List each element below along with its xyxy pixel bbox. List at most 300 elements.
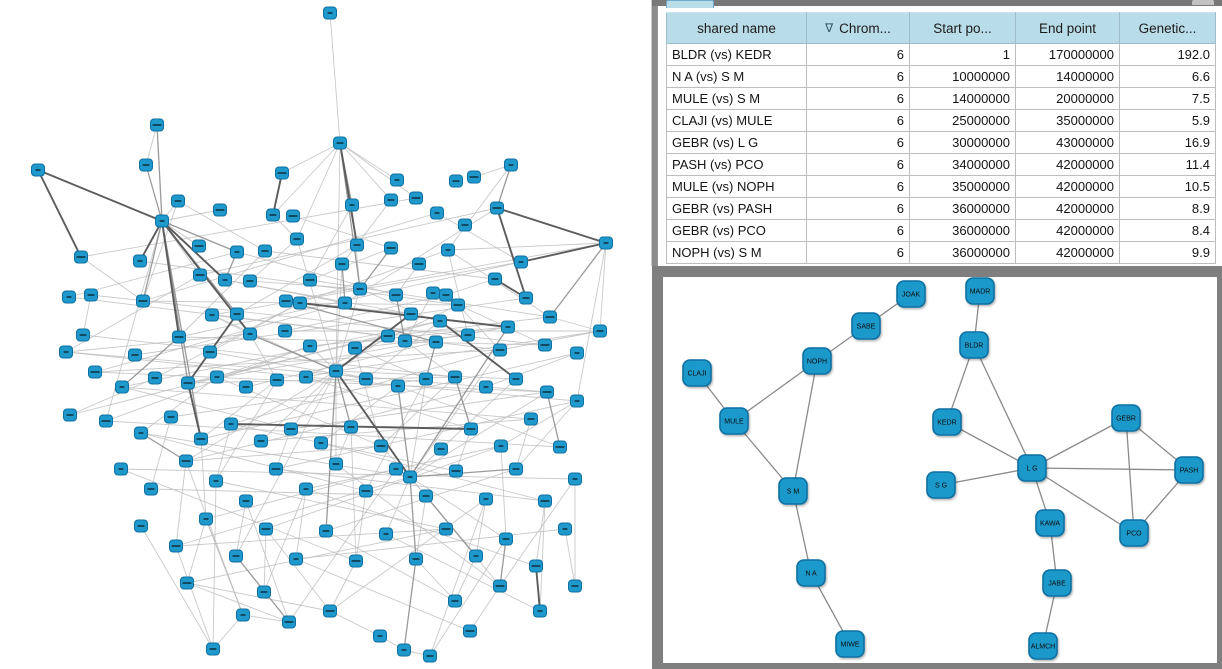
- node-label-smudge: [597, 330, 604, 332]
- network-edge[interactable]: [176, 546, 213, 649]
- node-label-smudge: [289, 215, 298, 217]
- node-label-smudge: [175, 200, 182, 202]
- subnetwork-node-label: KEDR: [937, 419, 957, 427]
- node-label-smudge: [451, 376, 460, 378]
- table-cell: 5.9: [1120, 110, 1216, 132]
- table-cell: 42000000: [1016, 198, 1120, 220]
- column-header-1[interactable]: ∇ Chrom...: [807, 13, 910, 44]
- subnetwork-node-madr[interactable]: [966, 278, 994, 304]
- table-row[interactable]: [667, 66, 1216, 88]
- subnetwork-node-label: L G: [1026, 465, 1038, 473]
- node-label-smudge: [88, 294, 95, 296]
- table-cell: 16.9: [1120, 132, 1216, 154]
- table-cell: 34000000: [910, 154, 1016, 176]
- subnetwork-edge[interactable]: [1126, 418, 1134, 533]
- subnetwork-edge[interactable]: [1032, 468, 1189, 470]
- table-cell: 6: [807, 88, 910, 110]
- network-edge[interactable]: [516, 401, 577, 469]
- subnetwork-node-sabe[interactable]: [852, 313, 880, 339]
- network-edge[interactable]: [547, 392, 560, 447]
- node-label-smudge: [243, 386, 250, 388]
- table-cell: 30000000: [910, 132, 1016, 154]
- network-edge[interactable]: [330, 561, 356, 611]
- node-label-smudge: [204, 518, 209, 520]
- table-cell: 6: [807, 110, 910, 132]
- network-edge[interactable]: [577, 243, 606, 401]
- node-label-smudge: [328, 12, 333, 14]
- network-edge[interactable]: [330, 611, 380, 636]
- node-label-smudge: [241, 614, 246, 616]
- table-row[interactable]: [667, 132, 1216, 154]
- subnetwork-edge[interactable]: [793, 361, 817, 491]
- node-label-smudge: [575, 352, 580, 354]
- node-label-smudge: [493, 207, 502, 209]
- node-label-smudge: [184, 382, 193, 384]
- network-edge[interactable]: [430, 499, 486, 656]
- network-edge[interactable]: [340, 143, 416, 198]
- subnetwork-node-label: NOPH: [806, 358, 828, 366]
- node-label-smudge: [354, 244, 361, 246]
- table-cell: CLAJI (vs) MULE: [667, 110, 807, 132]
- subnetwork-node-bldr[interactable]: [960, 332, 988, 358]
- subnetwork-node-label: MULE: [724, 418, 744, 426]
- node-label-smudge: [352, 560, 361, 562]
- subnetwork-node-jabe[interactable]: [1043, 570, 1071, 596]
- node-label-smudge: [509, 164, 514, 166]
- node-label-smudge: [519, 261, 524, 263]
- column-header-4[interactable]: Genetic...: [1120, 13, 1216, 44]
- node-label-smudge: [215, 376, 220, 378]
- subnetwork-node-kedr[interactable]: [933, 409, 961, 435]
- node-label-smudge: [492, 278, 499, 280]
- network-edge[interactable]: [296, 529, 565, 559]
- node-label-smudge: [278, 172, 287, 174]
- node-label-smudge: [474, 555, 479, 557]
- node-label-smudge: [392, 294, 401, 296]
- network-edge[interactable]: [550, 317, 600, 331]
- subnetwork-node-noph[interactable]: [803, 348, 831, 374]
- node-label-smudge: [235, 251, 240, 253]
- subnetwork-node-pash[interactable]: [1175, 457, 1203, 483]
- table-row[interactable]: [667, 110, 1216, 132]
- node-label-smudge: [387, 247, 396, 249]
- node-label-smudge: [362, 378, 371, 380]
- network-edge[interactable]: [430, 539, 506, 656]
- subnetwork-node-label: PCO: [1126, 530, 1142, 538]
- node-label-smudge: [413, 558, 420, 560]
- node-label-smudge: [556, 446, 565, 448]
- table-cell: MULE (vs) S M: [667, 88, 807, 110]
- node-label-smudge: [119, 468, 124, 470]
- edge-attribute-table[interactable]: [666, 12, 1216, 264]
- network-edge[interactable]: [266, 529, 330, 611]
- node-label-smudge: [319, 442, 324, 444]
- node-label-smudge: [234, 313, 241, 315]
- network-edge[interactable]: [345, 208, 497, 303]
- subnetwork-node-label: MIWE: [840, 641, 860, 649]
- subnetwork-node-s-g[interactable]: [927, 472, 955, 498]
- node-label-smudge: [384, 533, 389, 535]
- node-label-smudge: [466, 630, 475, 632]
- subnetwork-panel: [652, 266, 1222, 669]
- node-label-smudge: [120, 386, 125, 388]
- node-label-smudge: [282, 330, 289, 332]
- node-label-smudge: [247, 280, 254, 282]
- table-cell: BLDR (vs) KEDR: [667, 44, 807, 66]
- node-label-smudge: [503, 538, 510, 540]
- table-cell: 35000000: [910, 176, 1016, 198]
- node-label-smudge: [323, 530, 330, 532]
- node-label-smudge: [91, 371, 100, 373]
- network-edge[interactable]: [446, 279, 495, 295]
- network-edge[interactable]: [282, 143, 340, 173]
- network-edge[interactable]: [250, 334, 277, 380]
- node-label-smudge: [415, 263, 424, 265]
- table-cell: 7.5: [1120, 88, 1216, 110]
- node-label-smudge: [484, 386, 489, 388]
- network-edge[interactable]: [91, 295, 545, 345]
- node-label-smudge: [528, 418, 535, 420]
- node-label-smudge: [435, 212, 440, 214]
- subnetwork-edge[interactable]: [974, 345, 1032, 468]
- network-edge[interactable]: [38, 170, 81, 257]
- node-label-smudge: [258, 440, 265, 442]
- network-edge[interactable]: [330, 13, 340, 143]
- network-edge[interactable]: [286, 301, 436, 342]
- network-edge[interactable]: [141, 377, 217, 433]
- table-corner-tab: [1192, 0, 1214, 5]
- node-label-smudge: [453, 180, 460, 182]
- node-label-smudge: [465, 334, 472, 336]
- node-label-smudge: [499, 445, 504, 447]
- node-label-smudge: [80, 334, 87, 336]
- table-cell: 6: [807, 220, 910, 242]
- node-label-smudge: [77, 256, 86, 258]
- node-label-smudge: [153, 124, 162, 126]
- node-label-smudge: [262, 250, 269, 252]
- node-label-smudge: [197, 438, 206, 440]
- node-label-smudge: [396, 385, 401, 387]
- network-edge[interactable]: [151, 417, 171, 489]
- right-column: [652, 0, 1222, 669]
- network-edge[interactable]: [340, 143, 357, 245]
- node-label-smudge: [384, 335, 393, 337]
- network-edge[interactable]: [264, 529, 266, 592]
- node-label-smudge: [348, 426, 355, 428]
- node-label-smudge: [431, 292, 436, 294]
- node-label-smudge: [298, 302, 303, 304]
- node-label-smudge: [513, 468, 520, 470]
- subnetwork-node-joak[interactable]: [897, 281, 925, 307]
- node-label-smudge: [563, 528, 568, 530]
- table-cell: GEBR (vs) PASH: [667, 198, 807, 220]
- table-cell: 1: [910, 44, 1016, 66]
- table-row[interactable]: [667, 176, 1216, 198]
- network-edge[interactable]: [121, 469, 356, 561]
- node-label-smudge: [183, 582, 192, 584]
- node-label-smudge: [196, 274, 205, 276]
- node-label-smudge: [484, 498, 489, 500]
- table-cell: 6.6: [1120, 66, 1216, 88]
- subnetwork-node-kawa[interactable]: [1036, 510, 1064, 536]
- node-label-smudge: [182, 460, 191, 462]
- node-label-smudge: [233, 555, 240, 557]
- node-label-smudge: [541, 344, 550, 346]
- node-label-smudge: [604, 242, 609, 244]
- network-edge[interactable]: [188, 383, 201, 439]
- filter-icon[interactable]: ∇: [825, 20, 834, 35]
- node-label-smudge: [282, 300, 291, 302]
- network-edge[interactable]: [250, 239, 297, 281]
- node-label-smudge: [423, 495, 430, 497]
- table-cell: N A (vs) S M: [667, 66, 807, 88]
- network-edge[interactable]: [441, 379, 516, 449]
- table-cell: NOPH (vs) S M: [667, 242, 807, 264]
- table-row[interactable]: [667, 242, 1216, 264]
- subnetwork-node-pco[interactable]: [1120, 520, 1148, 546]
- node-label-smudge: [438, 320, 443, 322]
- node-label-smudge: [210, 648, 217, 650]
- subnetwork-node-gebr[interactable]: [1112, 405, 1140, 431]
- network-edge[interactable]: [536, 566, 540, 611]
- subnetwork-node-miwe[interactable]: [836, 631, 864, 657]
- table-row[interactable]: [667, 154, 1216, 176]
- subnetwork-node-mule[interactable]: [720, 408, 748, 434]
- network-edge[interactable]: [497, 208, 526, 298]
- node-label-smudge: [287, 428, 296, 430]
- subnetwork-node-l-g[interactable]: [1018, 455, 1046, 481]
- network-edge[interactable]: [162, 210, 220, 221]
- node-label-smudge: [446, 249, 451, 251]
- node-label-smudge: [333, 370, 340, 372]
- table-cell: 6: [807, 44, 910, 66]
- table-row[interactable]: [667, 88, 1216, 110]
- node-label-smudge: [168, 416, 175, 418]
- node-label-smudge: [467, 428, 476, 430]
- node-label-smudge: [102, 420, 111, 422]
- network-edge[interactable]: [151, 489, 426, 496]
- node-label-smudge: [470, 176, 479, 178]
- subnetwork-node-label: KAWA: [1039, 520, 1061, 528]
- subnetwork-canvas[interactable]: [663, 277, 1217, 663]
- node-label-smudge: [248, 333, 253, 335]
- node-label-smudge: [216, 209, 225, 211]
- node-label-smudge: [362, 490, 371, 492]
- network-edge[interactable]: [516, 419, 531, 469]
- node-label-smudge: [214, 480, 219, 482]
- node-label-smudge: [195, 245, 204, 247]
- network-edge[interactable]: [231, 424, 456, 471]
- table-cell: 42000000: [1016, 220, 1120, 242]
- network-edge[interactable]: [162, 221, 201, 439]
- network-edge[interactable]: [326, 371, 336, 531]
- node-label-smudge: [523, 297, 530, 299]
- node-label-smudge: [357, 288, 364, 290]
- network-edge[interactable]: [497, 208, 606, 243]
- node-label-smudge: [452, 600, 459, 602]
- node-label-smudge: [423, 378, 430, 380]
- table-cell: 8.4: [1120, 220, 1216, 242]
- node-label-smudge: [139, 432, 144, 434]
- table-header-row: [667, 13, 1216, 44]
- subnetwork-node-label: JOAK: [901, 291, 921, 299]
- subnetwork-node-label: GEBR: [1116, 415, 1136, 423]
- node-label-smudge: [350, 204, 355, 206]
- subnetwork-node-label: BLDR: [964, 342, 984, 350]
- node-label-smudge: [427, 655, 434, 657]
- node-label-smudge: [67, 296, 72, 298]
- node-label-smudge: [394, 468, 399, 470]
- table-cell: 6: [807, 198, 910, 220]
- table-cell: 35000000: [1016, 110, 1120, 132]
- table-cell: 192.0: [1120, 44, 1216, 66]
- node-label-smudge: [148, 488, 155, 490]
- network-edge[interactable]: [470, 586, 500, 631]
- node-label-smudge: [575, 400, 580, 402]
- node-label-smudge: [262, 528, 271, 530]
- network-edge[interactable]: [600, 243, 606, 331]
- node-label-smudge: [412, 197, 421, 199]
- network-edge[interactable]: [455, 556, 476, 601]
- node-label-smudge: [462, 224, 469, 226]
- node-label-smudge: [339, 263, 346, 265]
- subnetwork-node-claji[interactable]: [683, 360, 711, 386]
- network-edge[interactable]: [38, 170, 162, 221]
- node-label-smudge: [273, 379, 282, 381]
- node-label-smudge: [160, 220, 165, 222]
- node-label-smudge: [206, 351, 215, 353]
- title-strip: [652, 0, 1222, 6]
- table-cell: 10.5: [1120, 176, 1216, 198]
- node-label-smudge: [337, 142, 344, 144]
- subnetwork-node-label: S M: [786, 488, 800, 496]
- node-label-smudge: [36, 169, 41, 171]
- subnetwork-node-label: ALMCH: [1030, 643, 1056, 651]
- table-cell: 10000000: [910, 66, 1016, 88]
- table-cell: 36000000: [910, 198, 1016, 220]
- node-label-smudge: [541, 500, 550, 502]
- node-label-smudge: [377, 445, 386, 447]
- node-label-smudge: [402, 649, 407, 651]
- table-cell: GEBR (vs) L G: [667, 132, 807, 154]
- table-cell: 36000000: [910, 242, 1016, 264]
- table-row[interactable]: [667, 44, 1216, 66]
- node-label-smudge: [326, 610, 335, 612]
- network-edge[interactable]: [176, 461, 186, 546]
- node-label-smudge: [172, 545, 181, 547]
- node-label-smudge: [407, 313, 416, 315]
- column-header-0[interactable]: shared name: [667, 13, 807, 44]
- node-label-smudge: [452, 470, 461, 472]
- column-header-2[interactable]: Start po...: [910, 13, 1016, 44]
- table-cell: 6: [807, 132, 910, 154]
- node-label-smudge: [506, 326, 511, 328]
- node-label-smudge: [572, 585, 579, 587]
- node-label-smudge: [438, 448, 445, 450]
- network-edge[interactable]: [486, 353, 577, 387]
- network-edge[interactable]: [386, 534, 540, 611]
- table-cell: 6: [807, 242, 910, 264]
- node-label-smudge: [308, 345, 313, 347]
- subnetwork-node-label: N A: [805, 570, 817, 578]
- table-row[interactable]: [667, 220, 1216, 242]
- table-cell: 6: [807, 66, 910, 88]
- node-label-smudge: [138, 260, 143, 262]
- node-label-smudge: [210, 314, 215, 316]
- node-label-smudge: [285, 621, 294, 623]
- table-cell: 170000000: [1016, 44, 1120, 66]
- table-cell: 9.9: [1120, 242, 1216, 264]
- network-edge[interactable]: [565, 529, 575, 586]
- node-label-smudge: [513, 378, 520, 380]
- network-edge[interactable]: [187, 519, 206, 583]
- table-cell: 8.9: [1120, 198, 1216, 220]
- subnetwork-node-s-m[interactable]: [779, 478, 807, 504]
- node-label-smudge: [538, 610, 543, 612]
- subnetwork-node-almch[interactable]: [1029, 633, 1057, 659]
- node-label-smudge: [403, 340, 408, 342]
- table-cell: MULE (vs) NOPH: [667, 176, 807, 198]
- network-edge[interactable]: [176, 477, 410, 546]
- node-label-smudge: [304, 488, 309, 490]
- table-cell: 14000000: [910, 88, 1016, 110]
- table-cell: 25000000: [910, 110, 1016, 132]
- node-label-smudge: [573, 478, 578, 480]
- table-cell: 42000000: [1016, 154, 1120, 176]
- node-label-smudge: [243, 500, 250, 502]
- network-edge[interactable]: [306, 377, 577, 401]
- node-label-smudge: [546, 316, 555, 318]
- node-label-smudge: [270, 214, 277, 216]
- node-label-smudge: [333, 463, 340, 465]
- node-label-smudge: [454, 304, 463, 306]
- column-header-3[interactable]: End point: [1016, 13, 1120, 44]
- table-cell: 36000000: [910, 220, 1016, 242]
- subnetwork-node-label: S G: [934, 482, 948, 490]
- node-label-smudge: [496, 349, 505, 351]
- table-row[interactable]: [667, 198, 1216, 220]
- network-edge[interactable]: [501, 446, 506, 539]
- node-label-smudge: [294, 558, 299, 560]
- subnetwork-node-label: MADR: [969, 288, 991, 296]
- table-cell: 20000000: [1016, 88, 1120, 110]
- subnetwork-node-n-a[interactable]: [797, 560, 825, 586]
- table-cell: 6: [807, 176, 910, 198]
- node-label-smudge: [378, 635, 383, 637]
- node-label-smudge: [64, 351, 69, 353]
- node-label-smudge: [543, 391, 552, 393]
- table-tab[interactable]: [666, 0, 714, 8]
- subnetwork-node-label: SABE: [856, 323, 876, 331]
- node-label-smudge: [67, 414, 74, 416]
- node-label-smudge: [138, 525, 145, 527]
- network-edge[interactable]: [81, 198, 416, 257]
- node-label-smudge: [223, 279, 228, 281]
- edge-table-panel: [657, 6, 1222, 266]
- table-cell: GEBR (vs) PCO: [667, 220, 807, 242]
- node-label-smudge: [352, 347, 359, 349]
- table-cell: 42000000: [1016, 242, 1120, 264]
- table-cell: 14000000: [1016, 66, 1120, 88]
- node-label-smudge: [139, 300, 148, 302]
- node-label-smudge: [143, 164, 150, 166]
- node-label-smudge: [496, 585, 505, 587]
- node-label-smudge: [433, 341, 440, 343]
- subnetwork-node-label: JABE: [1048, 580, 1066, 588]
- table-cell: 42000000: [1016, 176, 1120, 198]
- table-cell: PASH (vs) PCO: [667, 154, 807, 176]
- node-label-smudge: [408, 476, 413, 478]
